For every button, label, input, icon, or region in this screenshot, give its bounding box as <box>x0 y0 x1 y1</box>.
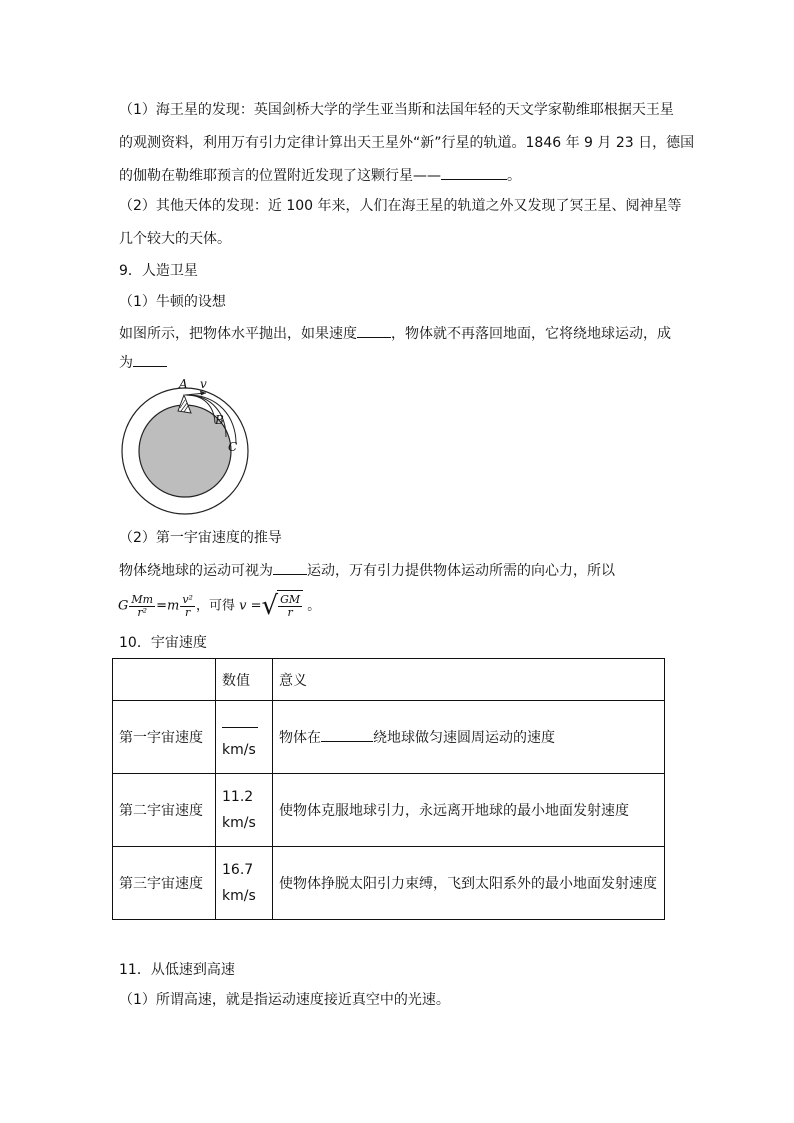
label-b: B <box>215 413 224 427</box>
section-heading-satellite: 9．人造卫星 <box>119 263 198 279</box>
table-header-empty <box>113 659 216 701</box>
row-name: 第一宇宙速度 <box>113 701 216 774</box>
section-heading-high-speed: 11．从低速到高速 <box>119 962 235 978</box>
row-value: 16.7 <box>222 862 254 878</box>
formula-end: 。 <box>307 598 321 614</box>
row-value-cell <box>216 847 273 920</box>
label-v: v <box>200 377 207 391</box>
paragraph-neptune-line2: 的观测资料，利用万有引力定律计算出天王星外“新”行星的轨道。1846 年 9 月 23 日，德国 <box>119 135 695 151</box>
formula-equals: = <box>156 598 167 614</box>
paragraph-neptune-line3 <box>119 165 521 186</box>
subheading-first-cosmic: （2）第一宇宙速度的推导 <box>119 530 282 546</box>
row-value: 11.2 <box>222 789 254 805</box>
answer-blank-planet[interactable] <box>441 165 507 180</box>
answer-blank-first-speed[interactable] <box>222 713 258 728</box>
paragraph-other-bodies-line2: 几个较大的天体。 <box>119 231 231 247</box>
paragraph-other-bodies-line1: （2）其他天体的发现：近 100 年来，人们在海王星的轨道之外又发现了冥王星、阋神星等 <box>119 198 682 214</box>
answer-blank-location[interactable] <box>321 727 373 742</box>
table-row <box>113 774 665 847</box>
sqrt-icon: √ <box>261 591 279 621</box>
formula-m: m <box>167 598 180 614</box>
paragraph-high-speed: （1）所谓高速，就是指运动速度接近真空中的光速。 <box>119 992 450 1008</box>
cosmic-speed-table <box>112 658 665 920</box>
derivation-text-b: 运动，万有引力提供物体运动所需的向心力，所以 <box>307 563 615 579</box>
subheading-newton-idea: （1）牛顿的设想 <box>119 294 226 310</box>
newton-cannon-figure <box>118 375 258 515</box>
answer-blank-motion[interactable] <box>273 560 307 575</box>
table-row <box>113 701 665 774</box>
paragraph-derivation-line1 <box>119 560 615 581</box>
paragraph-newton-line1 <box>119 323 671 344</box>
formula-line <box>118 590 320 622</box>
paragraph-neptune-text: 的伽勒在勒维耶预言的位置附近发现了这颗行星—— <box>119 168 441 184</box>
paragraph-neptune-end: 。 <box>507 168 521 184</box>
formula-therefore: ，可得 <box>195 598 235 614</box>
row-name: 第三宇宙速度 <box>113 847 216 920</box>
row-unit: km/s <box>222 742 256 758</box>
fraction-mm-r2: $\frac{Mm}{\text{r²}}$ <box>131 592 154 619</box>
table-row <box>113 847 665 920</box>
formula-g: G <box>118 598 129 614</box>
row-unit: km/s <box>222 888 256 904</box>
label-a: A <box>179 377 188 391</box>
newton-text-a: 如图所示，把物体水平抛出，如果速度 <box>119 326 357 342</box>
sqrt-gm-r: √ $\frac{GM}{r}$ <box>261 590 303 622</box>
derivation-text-a: 物体绕地球的运动可视为 <box>119 563 273 579</box>
label-c: C <box>228 440 238 454</box>
row-meaning: 使物体挣脱太阳引力束缚，飞到太阳系外的最小地面发射速度 <box>273 847 665 920</box>
row-unit: km/s <box>222 815 256 831</box>
row-value-cell <box>216 774 273 847</box>
row-meaning: 物体在 绕地球做匀速圆周运动的速度 <box>273 701 665 774</box>
fraction-v2-r: $\frac{\text{v²}}{r}$ <box>182 592 193 619</box>
answer-blank-become[interactable] <box>133 352 167 367</box>
row-name: 第二宇宙速度 <box>113 774 216 847</box>
answer-blank-speed[interactable] <box>357 323 391 338</box>
paragraph-newton-line2 <box>119 352 167 373</box>
formula-v: v = <box>239 598 262 614</box>
table-header-value: 数值 <box>216 659 273 701</box>
row-meaning: 使物体克服地球引力，永远离开地球的最小地面发射速度 <box>273 774 665 847</box>
table-header-meaning: 意义 <box>273 659 665 701</box>
table-header-row <box>113 659 665 701</box>
newton-text-c: 为 <box>119 355 133 371</box>
newton-text-b: ，物体就不再落回地面，它将绕地球运动，成 <box>391 326 671 342</box>
paragraph-neptune-line1: （1）海王星的发现：英国剑桥大学的学生亚当斯和法国年轻的天文学家勒维耶根据天王星 <box>119 102 674 118</box>
section-heading-cosmic-speed: 10．宇宙速度 <box>119 635 207 651</box>
row-value-cell <box>216 701 273 774</box>
